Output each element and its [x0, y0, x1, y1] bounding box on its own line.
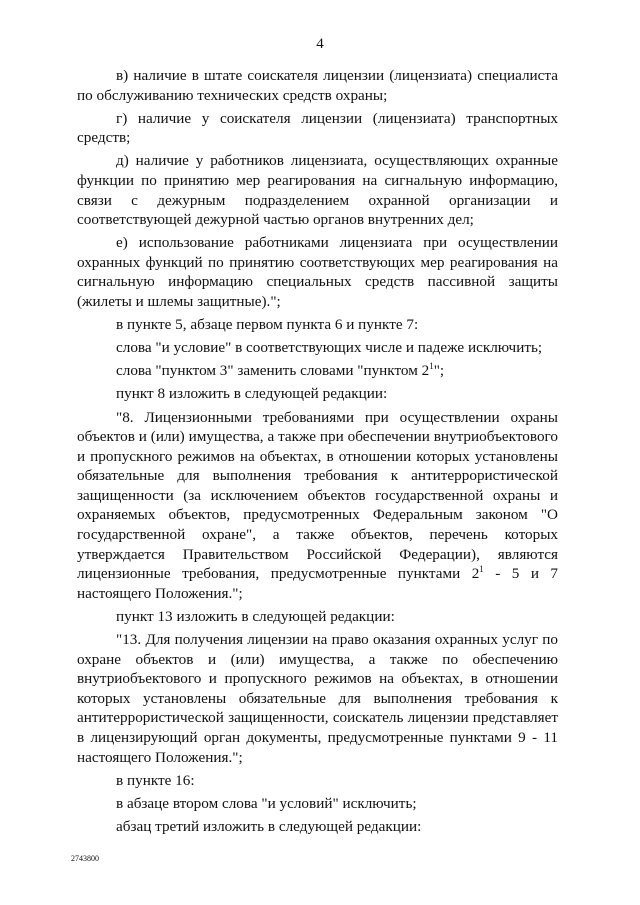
paragraph-point-13-intro: пункт 13 изложить в следующей редакции:	[116, 607, 395, 625]
paragraph-item-v: в) наличие в штате соискателя лицензии (лицензиата) специалиста по обслуживанию технических средств охраны;	[77, 67, 558, 104]
paragraph-point-8-main: "8. Лицензионными требованиями при осуществлении охраны объектов и (или) имущества, а также при обеспечении внутриобъектового и пропускного режимов на объектах, в отношении которых установлены обязательные для выполнения требования к антитеррористической защищенности (за исключением объектов государственной охраны и охраняемых объектов, предусмотренных Федеральным законом "О государственной охране", а также объектов, перечень которых утверждается Правительством Российской Федерации), являются лицензионные требования, предусмотренные пунктами 2	[77, 408, 558, 583]
paragraph-replace-words	[77, 361, 558, 381]
paragraph-item-d: д) наличие у работников лицензиата, осуществляющих охранные функции по принятию мер реагирования на сигнальную информацию, связи с дежурным подразделением охранной организации и соответствующей дежурной частью органов внутренних дел;	[77, 152, 558, 229]
superscript-one: 1	[479, 564, 484, 575]
paragraph-item-g: г) наличие у соискателя лицензии (лицензиата) транспортных средств;	[77, 109, 558, 147]
paragraph-replace-words-text: слова "пунктом 3" заменить словами "пунктом 2	[116, 362, 430, 380]
paragraph-point-5: в пункте 5, абзаце первом пункта 6 и пункте 7:	[116, 316, 419, 334]
paragraph-point-16: в пункте 16:	[116, 771, 195, 789]
page-number: 4	[316, 36, 324, 52]
paragraph-item-e: е) использование работниками лицензиата при осуществлении охранных функций по принятию соответствующих мер реагирования на сигнальную информацию специальных средств пассивной защиты (жилеты и шлемы защитные).";	[77, 234, 558, 311]
paragraph-point-13-text: "13. Для получения лицензии на право оказания охранных услуг по охране объектов и (или) имущества, а также по обеспечению внутриобъектового и пропускного режимов на объектах, в отношении которых установлены обязательные для выполнения требования к антитеррористической защищенности, соискатель лицензии представляет в лицензирующий орган документы, предусмотренные пунктами 9 - 11 настоящего Положения.";	[77, 631, 558, 766]
paragraph-point-8-end: - 5 и 7 настоящего Положения.";	[77, 565, 558, 602]
superscript-one: 1	[429, 361, 434, 372]
document-body	[77, 66, 558, 836]
paragraph-second-clause: в абзаце втором слова "и условий" исключить;	[116, 794, 417, 812]
paragraph-replace-words-end: ";	[433, 362, 445, 380]
paragraph-third-clause: абзац третий изложить в следующей редакции:	[116, 817, 422, 835]
paragraph-point-8-text	[77, 408, 558, 604]
paragraph-remove-words: слова "и условие" в соответствующих числе и падеже исключить;	[116, 339, 543, 357]
document-code: 2743800	[71, 854, 99, 863]
paragraph-point-8-intro: пункт 8 изложить в следующей редакции:	[116, 385, 388, 403]
